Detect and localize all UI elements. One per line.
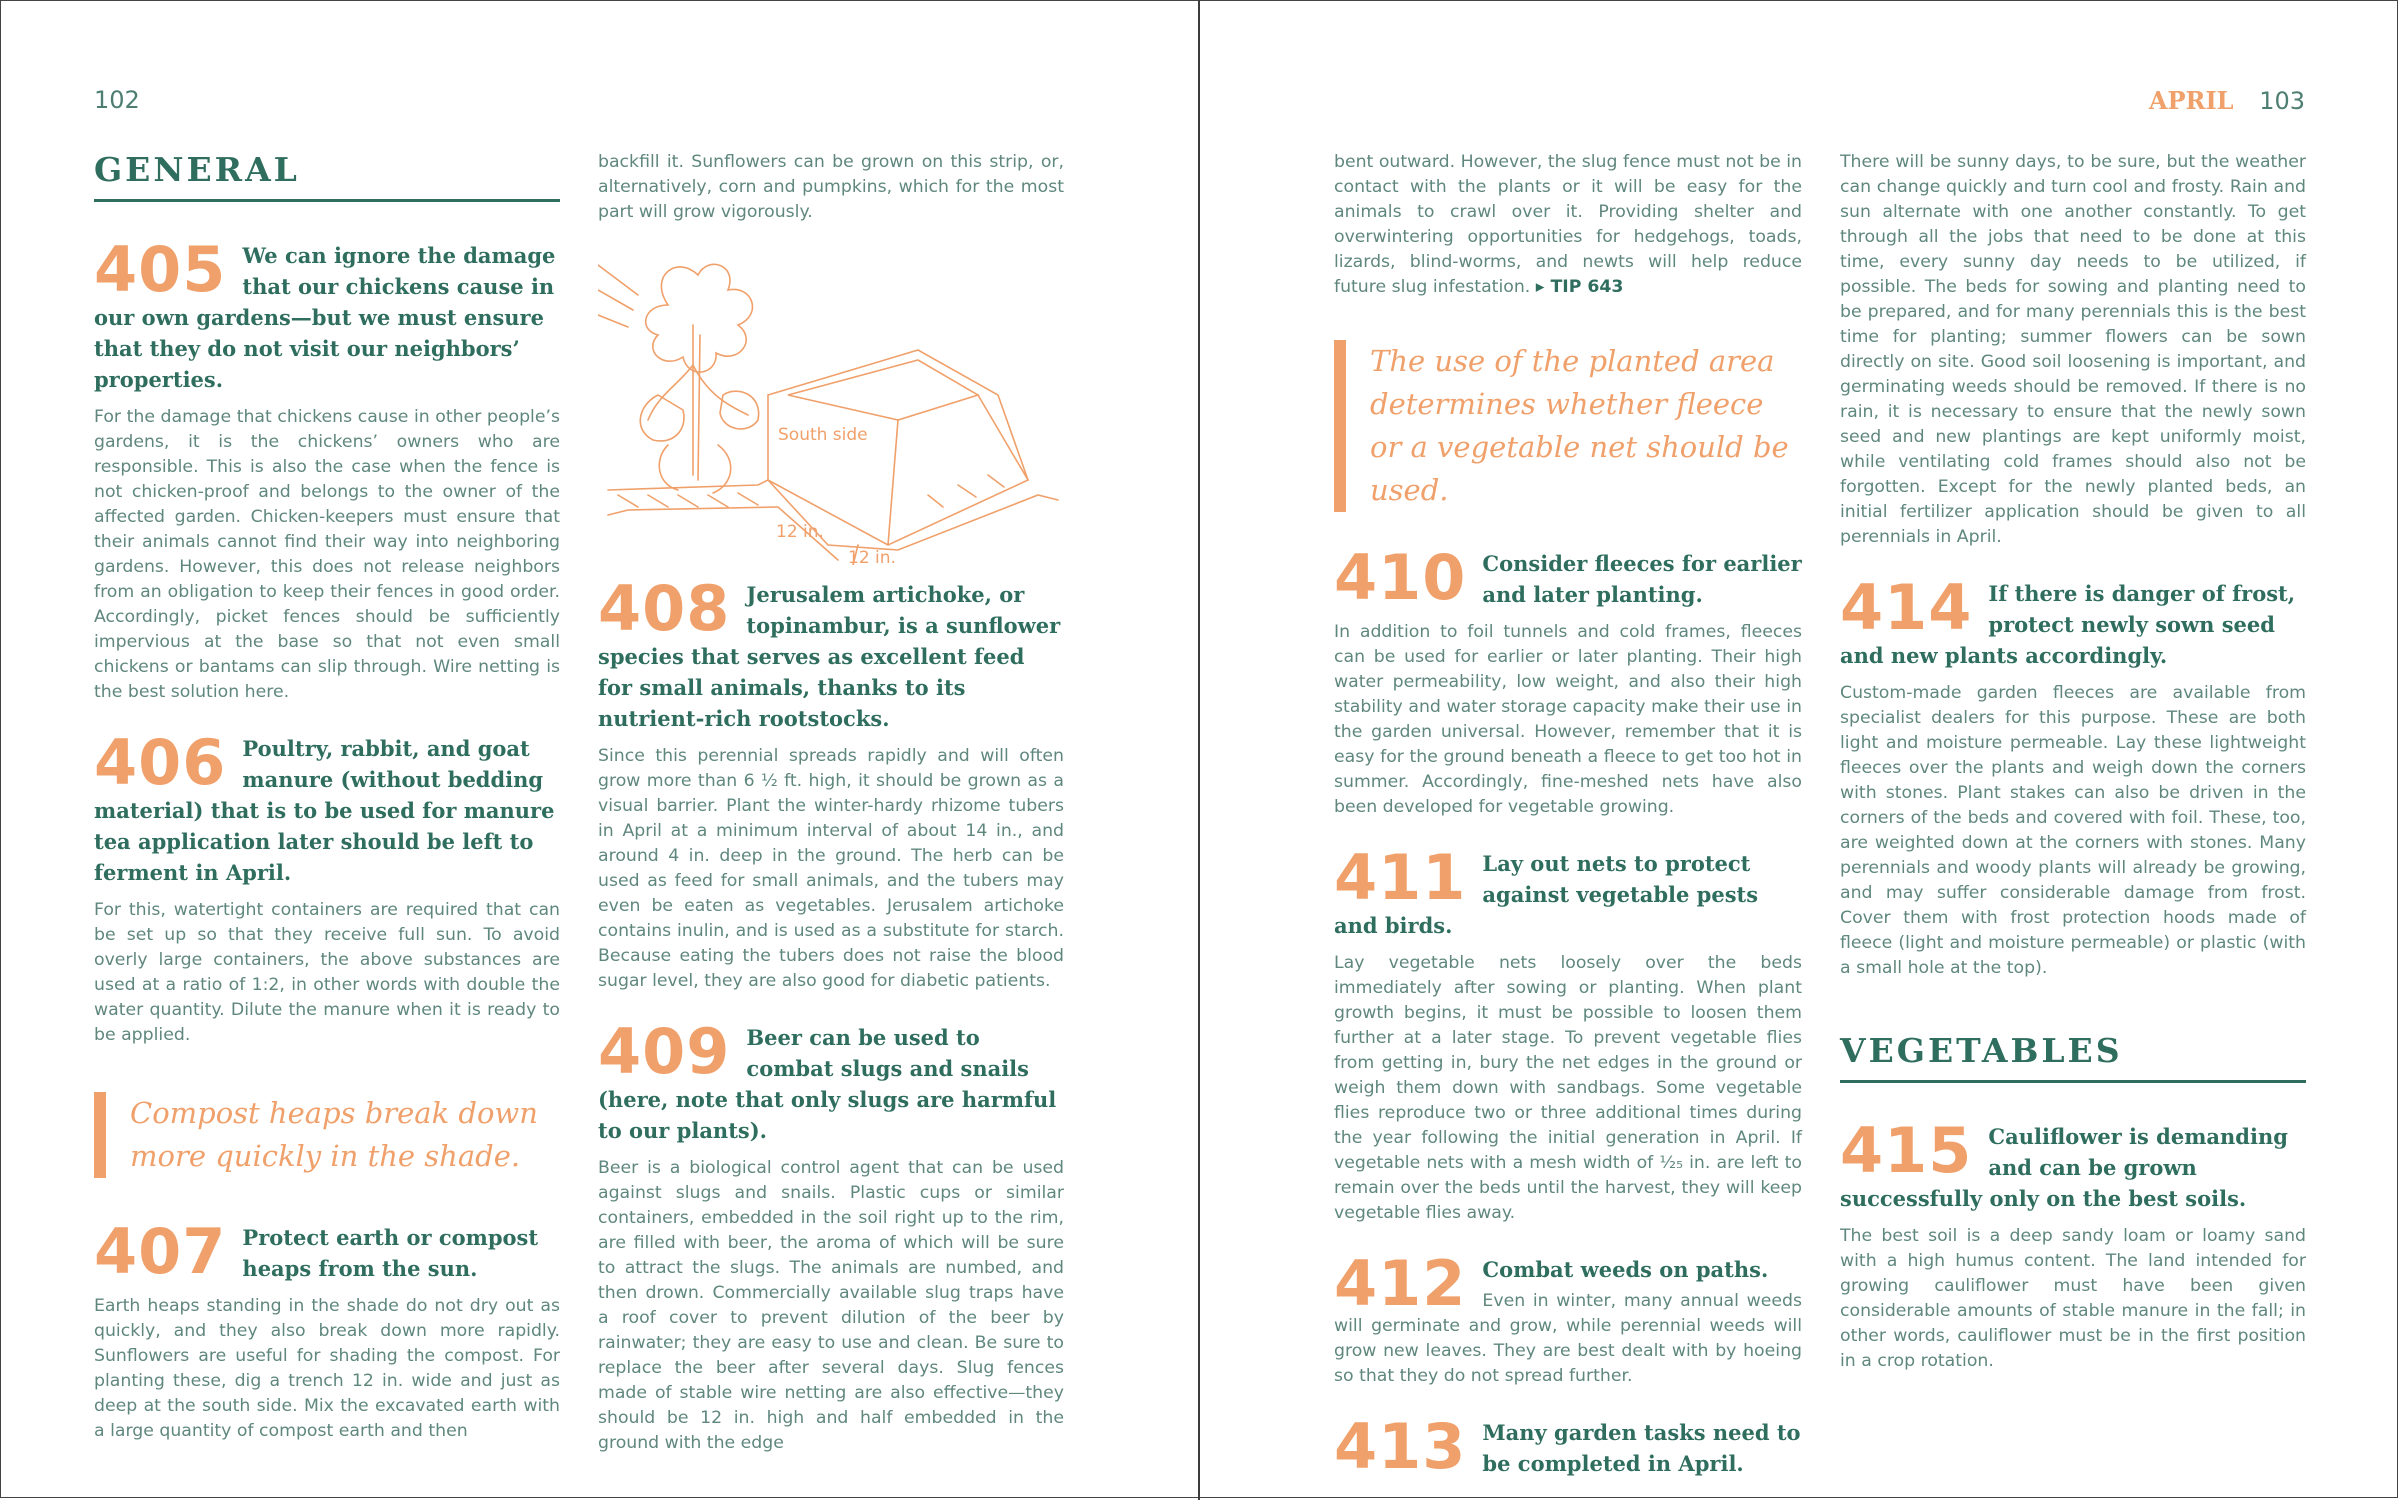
tip-body: Lay vegetable nets loosely over the beds immediately after sowing or planting. When plant growth begins, it must be possible to loosen them further at a later stage. To prevent vegetable flies from getting in, bury the net edges in the ground or weigh them down with sandbags. Some vegetable flies reproduce two or three additional times during the year following the initial generation in April. If vegetable nets with a mesh width of ⅟₂₅ in. are left to remain over the beds until the harvest, they will keep vegetable flies away. — [1334, 953, 1802, 1223]
tip-411 — [1334, 848, 1802, 1226]
tip-407-continuation: backfill it. Sunflowers can be grown on this strip, or, alternatively, corn and pumpkins, which for the most part will grow vigorously. — [598, 152, 1064, 222]
tip-409-continuation — [1334, 150, 1802, 300]
illus-label-side: South side — [778, 425, 868, 445]
left-column-2 — [598, 150, 1064, 1456]
tip-title: Beer can be used to combat slugs and snails (here, note that only slugs are harmful to our plants). — [598, 1025, 1057, 1143]
right-page-number: 103 — [2259, 87, 2305, 115]
tip-407 — [94, 1222, 560, 1444]
tip-body: For this, watertight containers are required that can be set up so that they receive full sun. To avoid overly large containers, the above substances are used at a ratio of 1:2, in other words with double the water quantity. Dilute the manure when it is ready to be applied. — [94, 900, 560, 1045]
tip-406 — [94, 733, 560, 1048]
tip-body: In addition to foil tunnels and cold frames, fleeces can be used for earlier or later planting. Their high water permeability, low weight, and also their high stability and water storage capacity make their use in the garden universal. However, remember that it is easy for the ground beneath a fleece to get too hot in summer. Accordingly, fine-meshed nets have also been developed for vegetable growing. — [1334, 622, 1802, 817]
tip-body: Even in winter, many annual weeds will germinate and grow, while perennial weeds will grow new leaves. They are best dealt with by hoeing so that they do not spread further. — [1334, 1291, 1802, 1386]
sunflower-compost-drawing — [598, 245, 1064, 565]
tip-title: Protect earth or compost heaps from the sun. — [242, 1225, 539, 1281]
tip-body: Beer is a biological control agent that can be used against slugs and snails. Plastic cups or similar containers, embedded in the soil right up to the rim, are filled with beer, the aroma of which will be sure to attract the slugs. The animals are numbed, and then drown. Commercially available slug traps have a roof cover to prevent dilution of the beer by rainwater; they are easy to use and clean. Be sure to replace the beer after several days. Slug fences made of stable wire netting are also effective—they should be 12 in. high and half embedded in the ground with the edge — [598, 1158, 1064, 1453]
tip-number: 405 — [94, 240, 227, 306]
tip-413-continuation: There will be sunny days, to be sure, but the weather can change quickly and turn cool and frosty. Rain and sun alternate with one another constantly. To get through all the jobs that need to be done at this time, every sunny day needs to be utilized, if possible. The beds for sowing and planting need to be prepared, and for many perennials this is the best time for planting; summer flowers can be sown directly on site. Good soil loosening is important, and germinating weeds should be removed. If there is no rain, it is necessary to ensure that the newly sown seed and new plantings are kept uniformly moist, while ventilating cold frames should also not be forgotten. Except for the newly planted beds, an initial fertilizer application should be given to all perennials in April. — [1840, 152, 2306, 547]
right-column-1 — [1334, 150, 1802, 1479]
tip-number: 407 — [94, 1222, 227, 1284]
right-column-2 — [1840, 150, 2306, 1374]
tip-number: 412 — [1334, 1254, 1467, 1320]
tip-title: Lay out nets to protect against vegetable pests and birds. — [1334, 851, 1759, 938]
tip-409 — [598, 1022, 1064, 1456]
tip-reference-link[interactable]: ▸ TIP 643 — [1535, 277, 1624, 297]
tip-title: Jerusalem artichoke, or topinambur, is a sunflower species that serves as excellent feed for small animals, thanks to its nutrient-rich rootstocks. — [598, 582, 1061, 731]
tip-body: For the damage that chickens cause in other people’s gardens, it is the chickens’ owners who are responsible. This is also the case when the fence is not chicken-proof and belongs to the owner of the affected garden. Chicken-keepers must ensure that their animals cannot find their way into neighboring gardens. However, this does not release neighbors from an obligation to keep their fences in good order. Accordingly, picket fences should be sufficiently impervious at the base so that not even small chickens or bantams can slip through. Wire netting is the best solution here. — [94, 407, 560, 702]
tip-body: Since this perennial spreads rapidly and will often grow more than 6 ½ ft. high, it should be grown as a visual barrier. Plant the winter-hardy rhizome tubers in April at a minimum interval of about 14 in., and around 4 in. deep in the ground. The herb can be used as feed for small animals, and the tubers may even be eaten as vegetables. Jerusalem artichoke contains inulin, and is used as a substitute for starch. Because eating the tubers does not raise the blood sugar level, they are also good for diabetic patients. — [598, 746, 1064, 991]
left-column-1 — [94, 150, 560, 1444]
tip-title: Consider fleeces for earlier and later planting. — [1482, 551, 1802, 607]
section-title-general: GENERAL — [94, 150, 560, 202]
tip-title: If there is danger of frost, protect newly sown seed and new plants accordingly. — [1840, 581, 2296, 668]
tip-body: Custom-made garden fleeces are available from specialist dealers for this purpose. These are both light and moisture permeable. Lay these lightweight fleeces over the plants and weigh down the corners with stones. Plant stakes can also be driven in the corners of the beds and covered with foil. These, too, are weighted down at the corners with stones. Many perennials and woody plants will already be growing, and may suffer considerable damage from frost. Cover them with frost protection hoods made of fleece (light and moisture permeable) or plastic (with a small hole at the top). — [1840, 683, 2306, 978]
compost-trench-illustration — [598, 245, 1064, 569]
running-header — [2149, 86, 2305, 115]
tip-title: Cauliflower is demanding and can be grown successfully only on the best soils. — [1840, 1124, 2288, 1211]
running-header-month: APRIL — [2148, 86, 2234, 115]
tip-number: 411 — [1334, 848, 1467, 914]
tip-number: 406 — [94, 733, 227, 799]
tip-405 — [94, 240, 560, 705]
illus-label-depth: 12 in. — [848, 548, 896, 565]
tip-415 — [1840, 1121, 2306, 1374]
tip-number: 413 — [1334, 1417, 1467, 1479]
pull-quote-compost: Compost heaps break down more quickly in the shade. — [94, 1092, 560, 1178]
tip-410 — [1334, 548, 1802, 820]
tip-body: The best soil is a deep sandy loam or loamy sand with a high humus content. The land intended for growing cauliflower must have been given considerable amounts of stable manure in the fall; in other words, cauliflower must be in the first position in a crop rotation. — [1840, 1226, 2306, 1371]
section-title-vegetables: VEGETABLES — [1840, 1031, 2306, 1083]
tip-number: 408 — [598, 579, 731, 645]
tip-414 — [1840, 578, 2306, 981]
tip-413 — [1334, 1417, 1802, 1479]
tip-body: Earth heaps standing in the shade do not dry out as quickly, and they also break down more rapidly. Sunflowers are useful for shading the compost. For planting these, dig a trench 12 in. wide and just as deep at the south side. Mix the excavated earth with a large quantity of compost earth and then — [94, 1296, 560, 1441]
tip-408 — [598, 579, 1064, 994]
book-spine — [1198, 0, 1200, 1500]
tip-number: 409 — [598, 1022, 731, 1088]
tip-number: 415 — [1840, 1121, 1973, 1187]
tip-reference-label: TIP 643 — [1550, 277, 1624, 297]
illus-label-width: 12 in. — [776, 522, 824, 542]
tip-title: Poultry, rabbit, and goat manure (without bedding material) that is to be used for manure tea application later should be left to ferment in April. — [94, 736, 555, 885]
tip-title: Many garden tasks need to be completed in April. — [1482, 1420, 1801, 1476]
tip-number: 410 — [1334, 548, 1467, 610]
tip-title: We can ignore the damage that our chickens cause in our own gardens—but we must ensure that they do not visit our neighbors’ properties. — [94, 243, 556, 392]
pull-quote-fleece: The use of the planted area determines whether fleece or a vegetable net should be used. — [1334, 340, 1802, 512]
left-page-number: 102 — [94, 86, 140, 114]
tip-412 — [1334, 1254, 1802, 1389]
tip-title: Combat weeds on paths. — [1482, 1257, 1769, 1282]
tip-number: 414 — [1840, 578, 1973, 644]
tip-409-continuation-text: bent outward. However, the slug fence must not be in contact with the plants or it will be easy for the animals to crawl over it. Providing shelter and overwintering opportunities for hedgehogs, toads, lizards, blind-worms, and newts will help reduce future slug infestation. — [1334, 152, 1802, 297]
